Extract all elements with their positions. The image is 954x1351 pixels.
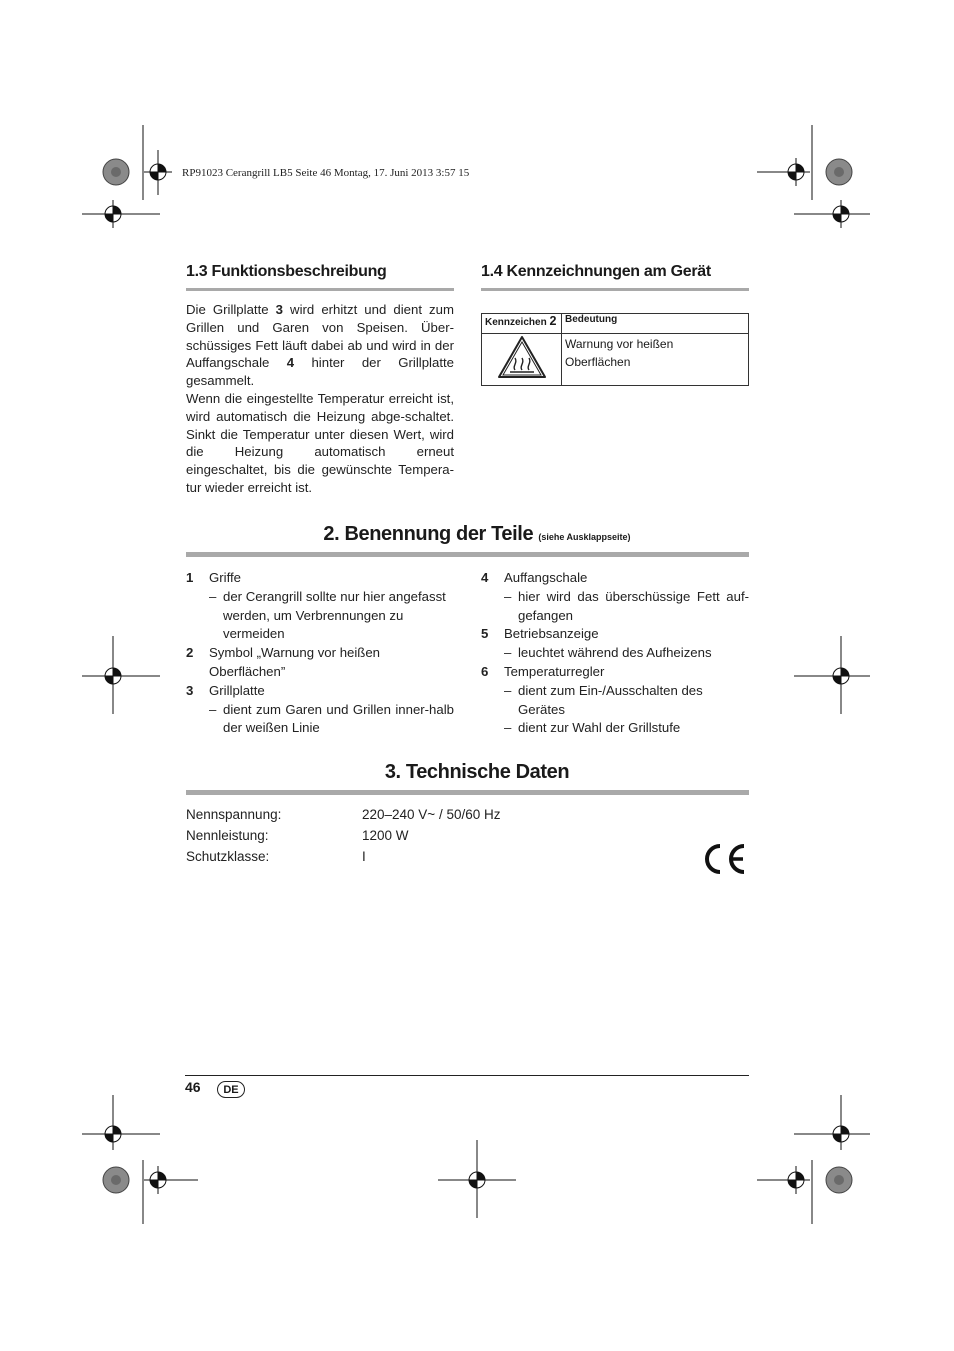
markings-table-header-symbol: Kennzeichen 2: [482, 314, 562, 334]
parts-item: 3 Grillplatte: [186, 682, 265, 698]
parts-subitem: – leuchtet während des Aufheizens: [504, 645, 712, 661]
section-1-3-body: [186, 301, 454, 497]
section-1-3-rule: [186, 288, 454, 291]
tech-value-power: 1200 W: [362, 828, 409, 843]
markings-table: [481, 313, 749, 386]
parts-list-right: [481, 569, 749, 738]
parts-subitem: – dient zur Wahl der Grillstufe: [504, 720, 681, 736]
section-1-3-paragraph-1: Die Grillplatte 3 wird erhitzt und dient zum Grillen und Garen von Speisen. Über-schüssiges Fett läuft dabei ab und wird in der Auffangschale 4 hinter der Grillplatte gesammelt.: [186, 302, 454, 389]
footer-rule: [185, 1075, 749, 1076]
parts-item: 1 Griffe: [186, 570, 242, 585]
parts-subitem: – dient zum Ein-/Ausschalten des Gerätes: [504, 682, 703, 717]
description-line-1: Warnung vor heißen: [565, 337, 674, 351]
section-2-title: 2. Benennung der Teile: [323, 523, 534, 545]
parts-list-left: [186, 569, 454, 738]
description-line-2: Oberflächen: [565, 355, 631, 369]
section-1-4-rule: [481, 288, 749, 291]
markings-table-icon-cell: [482, 334, 562, 386]
parts-item: 4 Auffangschale: [481, 570, 588, 585]
hot-surface-warning-icon: [496, 334, 548, 380]
parts-subitem: – hier wird das überschüssige Fett auf-gefangen: [504, 588, 749, 623]
markings-table-description: [562, 334, 749, 386]
markings-table-header-meaning: Bedeutung: [562, 314, 749, 334]
section-2-subtitle: (siehe Ausklappseite): [538, 532, 631, 542]
tech-value-protection-class: I: [362, 849, 366, 864]
parts-item: 5 Betriebsanzeige: [481, 626, 599, 642]
section-1-3-paragraph-2: Wenn die eingestellte Temperatur erreicht ist, wird automatisch die Heizung abge-schaltet. Sinkt die Temperatur unter diesen Wert, wird die Heizung automatisch erneut eingeschaltet, bis die gewünschte Tempera-tur wieder erreicht ist.: [186, 390, 454, 495]
tech-label-power: Nennleistung:: [186, 828, 269, 843]
print-slug: RP91023 Cerangrill LB5 Seite 46 Montag, 17. Juni 2013 3:57 15: [182, 167, 470, 179]
section-1-4-title: 1.4 Kennzeichnungen am Gerät: [481, 263, 711, 280]
parts-subitem: – dient zum Garen und Grillen inner-halb der weißen Linie: [209, 701, 454, 736]
language-badge: DE: [217, 1081, 245, 1098]
section-3-rule: [186, 790, 749, 795]
ce-mark-icon: [700, 842, 748, 876]
parts-subitem: – der Cerangrill sollte nur hier angefasst werden, um Verbrennungen zu vermeiden: [209, 588, 446, 642]
section-2-rule: [186, 552, 749, 557]
tech-value-voltage: 220–240 V~ / 50/60 Hz: [362, 807, 501, 822]
page-number: 46: [185, 1079, 201, 1095]
section-3-title: 3. Technische Daten: [384, 761, 570, 783]
tech-label-protection-class: Schutzklasse:: [186, 849, 270, 864]
tech-label-voltage: Nennspannung:: [186, 807, 282, 822]
section-2-heading: [0, 523, 954, 546]
section-1-3-title: 1.3 Funktionsbeschreibung: [186, 263, 387, 280]
parts-item: 2 Symbol „Warnung vor heißen Oberflächen”: [186, 645, 381, 679]
parts-item: 6 Temperaturregler: [481, 663, 605, 679]
